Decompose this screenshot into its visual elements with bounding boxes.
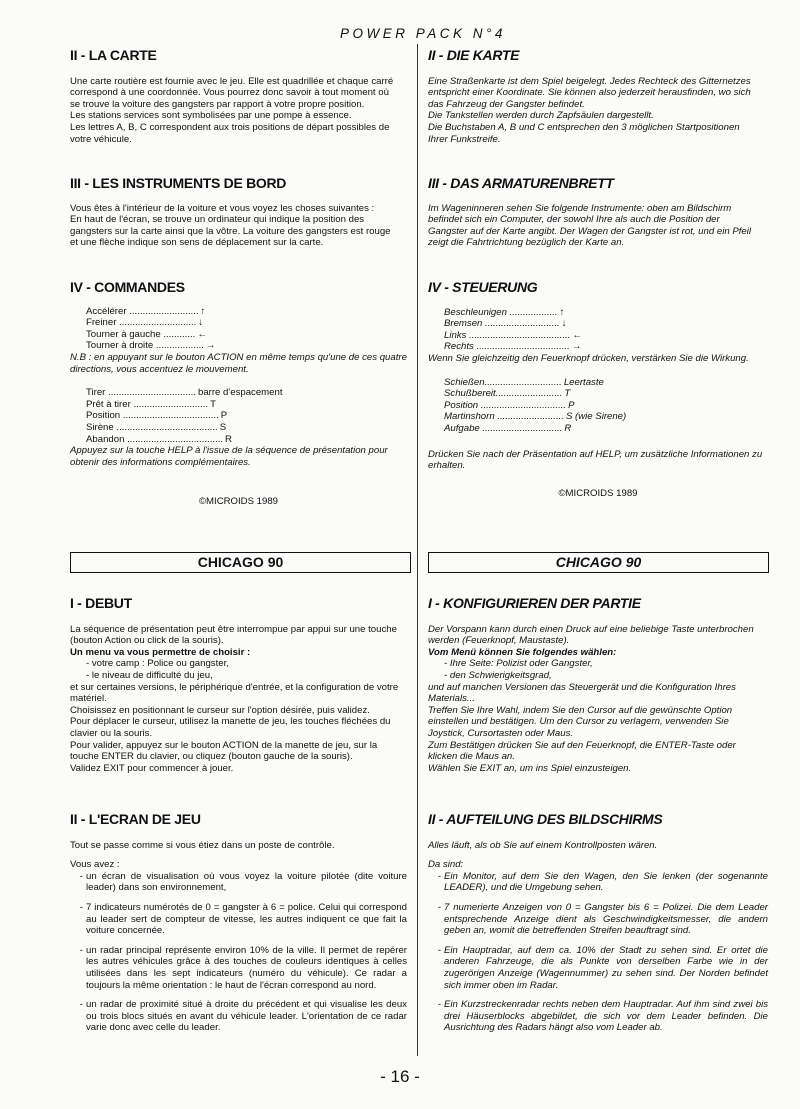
text-line: (bouton Action ou click de la souris). <box>70 635 224 647</box>
text-line: Treffen Sie Ihre Wahl, indem Sie den Cursor auf die gewünschte Option <box>428 704 733 716</box>
command-row: Rechts ................................... → <box>444 341 582 353</box>
key-row: Tirer ................................. barre d'espacement <box>86 387 283 399</box>
text-line: La séquence de présentation peut être interrompue par appui sur une touche <box>70 623 397 635</box>
text-line: matériel. <box>70 693 107 705</box>
text-line: Validez EXIT pour commencer à jouer. <box>70 762 234 774</box>
key-row: Abandon .................................... R <box>86 433 232 445</box>
text-line: votre véhicule. <box>70 133 132 145</box>
command-row: Accélérer .......................... ↑ <box>86 305 206 317</box>
text-line: Die Buchstaben A, B und C entsprechen den 3 möglichen Startpositionen <box>428 121 740 133</box>
text-line: Une carte routière est fournie avec le jeu. Elle est quadrillée et chaque carré <box>70 75 394 87</box>
text-line: Wählen Sie EXIT an, um ins Spiel einzusteigen. <box>428 762 632 774</box>
list-item: - Ein Kurzstreckenradar rechts neben dem Hauptradar. Auf ihm sind zwei bis drei Häuserblocks abgebildet, die sich vor dem Leader befinden. Die Ausrichtung des Radars hängt also vom Leader ab. <box>437 999 768 1034</box>
text-line: Les lettres A, B, C correspondent aux trois positions de départ possibles de <box>70 121 390 133</box>
section-steuerung <box>428 279 768 499</box>
text-line: das Fahrzeug der Gangster befindet. <box>428 98 585 110</box>
page-header: POWER PACK N°4 <box>340 26 506 41</box>
menu-title: Vom Menü können Sie folgendes wählen: <box>428 646 617 658</box>
section-title: III - LES INSTRUMENTS DE BORD <box>70 175 287 191</box>
help-note: Drücken Sie nach der Präsentation auf HELP, um zusätzliche Informationen zu erhalten. <box>428 448 763 472</box>
section-aufteilung <box>428 811 768 1034</box>
text-line: Im Wageninneren sehen Sie folgende Instrumente: oben am Bildschirm <box>428 202 732 214</box>
list-item: - un radar principal représente environ 10% de la ville. Il permet de repérer les autres véhicules grâce à des touches de couleurs identiques à celles utilisées dans les sept indicateurs (numéro du véhicule). Ce radar a toujours la même orientation : le haut de l'écran correspond au nord. <box>79 944 407 991</box>
copyright: ©MICROIDS 1989 <box>558 487 638 499</box>
list-intro: Vous avez : <box>70 859 120 871</box>
list-item: - un écran de visualisation où vous voyez la voiture pilotée (dite voiture leader) dans son environnement, <box>79 870 407 894</box>
list-item: - un radar de proximité situé à droite du précédent et qui visualise les deux ou trois blocs situés en avant du véhicule leader. L'orientation de ce radar varie donc avec celle du leader. <box>79 999 407 1034</box>
intro: Alles läuft, als ob Sie auf einem Kontrollposten wären. <box>428 839 658 851</box>
key-row: Schießen............................. Leertaste <box>444 376 604 388</box>
list-intro: Da sind: <box>428 859 464 871</box>
text-line: gangsters sur la carte ainsi que la vôtre. La voiture des gangsters est rouge <box>70 225 391 237</box>
note: N.B : en appuyant sur le bouton ACTION en même temps qu'une de ces quatre directions, vous accentuez le mouvement. <box>70 351 407 375</box>
text-line: Ihrer Funkstreife. <box>428 133 501 145</box>
section-armaturenbrett <box>428 175 768 249</box>
menu-item: - Ihre Seite: Polizist oder Gangster, <box>444 658 593 670</box>
section-title: I - DEBUT <box>70 595 132 611</box>
text-line: Gangster auf der Karte angibt. Der Wagen der Gangster ist rot, und ein Pfeil <box>428 225 751 237</box>
text-line: Vous êtes à l'intérieur de la voiture et vous voyez les choses suivantes : <box>70 202 375 214</box>
text-line: Les stations services sont symbolisées par une pompe à essence. <box>70 110 352 122</box>
text-line: Joystick, Cursortasten oder Maus. <box>428 727 574 739</box>
text-line: Choisissez en positionnant le curseur sur l'option désirée, puis validez. <box>70 704 370 716</box>
key-row: Position ................................ P <box>444 399 575 411</box>
text-line: Die Tankstellen werden durch Zapfsäulen dargestellt. <box>428 110 654 122</box>
section-die-karte <box>428 47 768 145</box>
banner-chicago-90: CHICAGO 90 <box>428 552 769 573</box>
note: Wenn Sie gleichzeitig den Feuerknopf drücken, verstärken Sie die Wirkung. <box>428 352 749 364</box>
text-line: Eine Straßenkarte ist dem Spiel beigelegt. Jedes Rechteck des Gitternetzes <box>428 75 751 87</box>
key-row: Position .................................... P <box>86 410 228 422</box>
section-title: II - LA CARTE <box>70 47 157 63</box>
menu-item: - le niveau de difficulté du jeu, <box>86 669 213 681</box>
list-item: - Ein Hauptradar, auf dem ca. 10% der Stadt zu sehen sind. Er ortet die anderen Fahrzeuge, die als Punkte von derselben Farbe wie in der zugerörigen Anzeige (Wagennummer) zu sehen sind. Der Norden befindet sich immer oben im Radar. <box>437 944 768 991</box>
list-item: - Ein Monitor, auf dem Sie den Wagen, den Sie lenken (der sogenannte LEADER), und die Umgebung sehen. <box>437 870 768 894</box>
menu-item: - votre camp : Police ou gangster, <box>86 658 229 670</box>
text-line: et une flèche indique son sens de déplacement sur la carte. <box>70 237 324 249</box>
key-row: Aufgabe .............................. R <box>444 422 572 434</box>
menu-item: - den Schwierigkeitsgrad, <box>444 669 552 681</box>
intro: Tout se passe comme si vous étiez dans un poste de contrôle. <box>70 839 335 851</box>
text-line: Pour déplacer le curseur, utilisez la manette de jeu, les touches fléchées du <box>70 716 391 728</box>
section-ecran <box>70 811 407 1034</box>
section-instruments <box>70 175 407 249</box>
text-line: Der Vorspann kann durch einen Druck auf eine beliebige Taste unterbrochen <box>428 623 754 635</box>
list-item: - 7 numerierte Anzeigen von 0 = Gangster bis 6 = Polizei. Die dem Leader entsprechende Anzeige dient als Geschwindigkeitsmesser, die andern geben an, womit die betreffenden Streifen beauftragt sind. <box>437 901 768 937</box>
key-row: Prêt à tirer ............................ T <box>86 398 216 410</box>
text-line: entspricht einer Koordinate. Sie können also jederzeit herausfinden, wo sich <box>428 87 751 99</box>
text-line: und auf manchen Versionen das Steuergerät und die Konfiguration Ihres <box>428 681 736 693</box>
section-title: III - DAS ARMATURENBRETT <box>428 175 614 191</box>
text-line: touche ENTER du clavier, ou cliquez (bouton gauche de la souris). <box>70 751 353 763</box>
text-line: Materials... <box>428 693 475 705</box>
text-line: Zum Bestätigen drücken Sie auf den Feuerknopf, die ENTER-Taste oder <box>428 739 736 751</box>
banner-chicago-90: CHICAGO 90 <box>70 552 411 573</box>
help-note: Appuyez sur la touche HELP à l'issue de la séquence de présentation pour obtenir des informations complémentaires. <box>70 445 388 468</box>
menu-title: Un menu va vous permettre de choisir : <box>70 646 251 658</box>
list-item: - 7 indicateurs numérotés de 0 = gangster à 6 = police. Celui qui correspond au leader sert de compteur de vitesse, les autres indiquent ce que fait la voiture concernée. <box>79 901 407 937</box>
section-title: II - L'ECRAN DE JEU <box>70 811 201 827</box>
command-row: Tourner à gauche ............ ← <box>86 328 207 340</box>
text-line: et sur certaines versions, le périphérique d'entrée, et la configuration de votre <box>70 681 399 693</box>
text-line: clavier ou la souris. <box>70 727 153 739</box>
text-line: Pour valider, appuyez sur le bouton ACTION de la manette de jeu, sur la <box>70 739 378 751</box>
section-debut <box>70 595 407 774</box>
section-la-carte <box>70 47 407 145</box>
text-line: klicken die Maus an. <box>428 751 515 763</box>
text-line: befindet sich ein Computer, der sowohl Ihre als auch die Position der <box>428 214 720 226</box>
command-row: Beschleunigen .................. ↑ <box>444 306 565 318</box>
section-title: IV - STEUERUNG <box>428 279 538 295</box>
column-divider <box>417 44 418 1056</box>
section-title: II - AUFTEILUNG DES BILDSCHIRMS <box>428 811 663 827</box>
command-row: Freiner ............................. ↓ <box>86 317 204 329</box>
command-row: Links ...................................... ← <box>444 329 582 341</box>
text-line: werden (Feuerknopf, Maustaste). <box>428 635 570 647</box>
command-row: Bremsen ............................ ↓ <box>444 318 567 330</box>
text-line: correspond à une coordonnée. Vous pourrez donc savoir à tout moment où <box>70 87 389 99</box>
text-line: einstellen und bestätigen. Um den Cursor zu verlagern, verwenden Sie <box>428 716 729 728</box>
section-title: I - KONFIGURIEREN DER PARTIE <box>428 595 641 611</box>
section-title: IV - COMMANDES <box>70 279 185 295</box>
section-commandes <box>70 279 407 508</box>
text-line: zeigt die Fahrtrichtung bezüglich der Karte an. <box>428 237 625 249</box>
key-row: Schußbereit......................... T <box>444 388 571 400</box>
key-row: Sirène ...................................... S <box>86 421 227 433</box>
copyright: ©MICROIDS 1989 <box>198 496 279 508</box>
section-title: II - DIE KARTE <box>428 47 520 63</box>
text-line: En haut de l'écran, se trouve un ordinateur qui indique la position des <box>70 214 365 226</box>
command-row: Tourner à droite .................. → <box>86 340 216 352</box>
text-line: se trouve la voiture des gangsters par rapport à votre propre position. <box>70 98 365 110</box>
section-konfigurieren <box>428 595 768 774</box>
key-row: Martinshorn ......................... S (wie Sirene) <box>444 411 627 423</box>
page-number: - 16 - <box>380 1067 420 1086</box>
